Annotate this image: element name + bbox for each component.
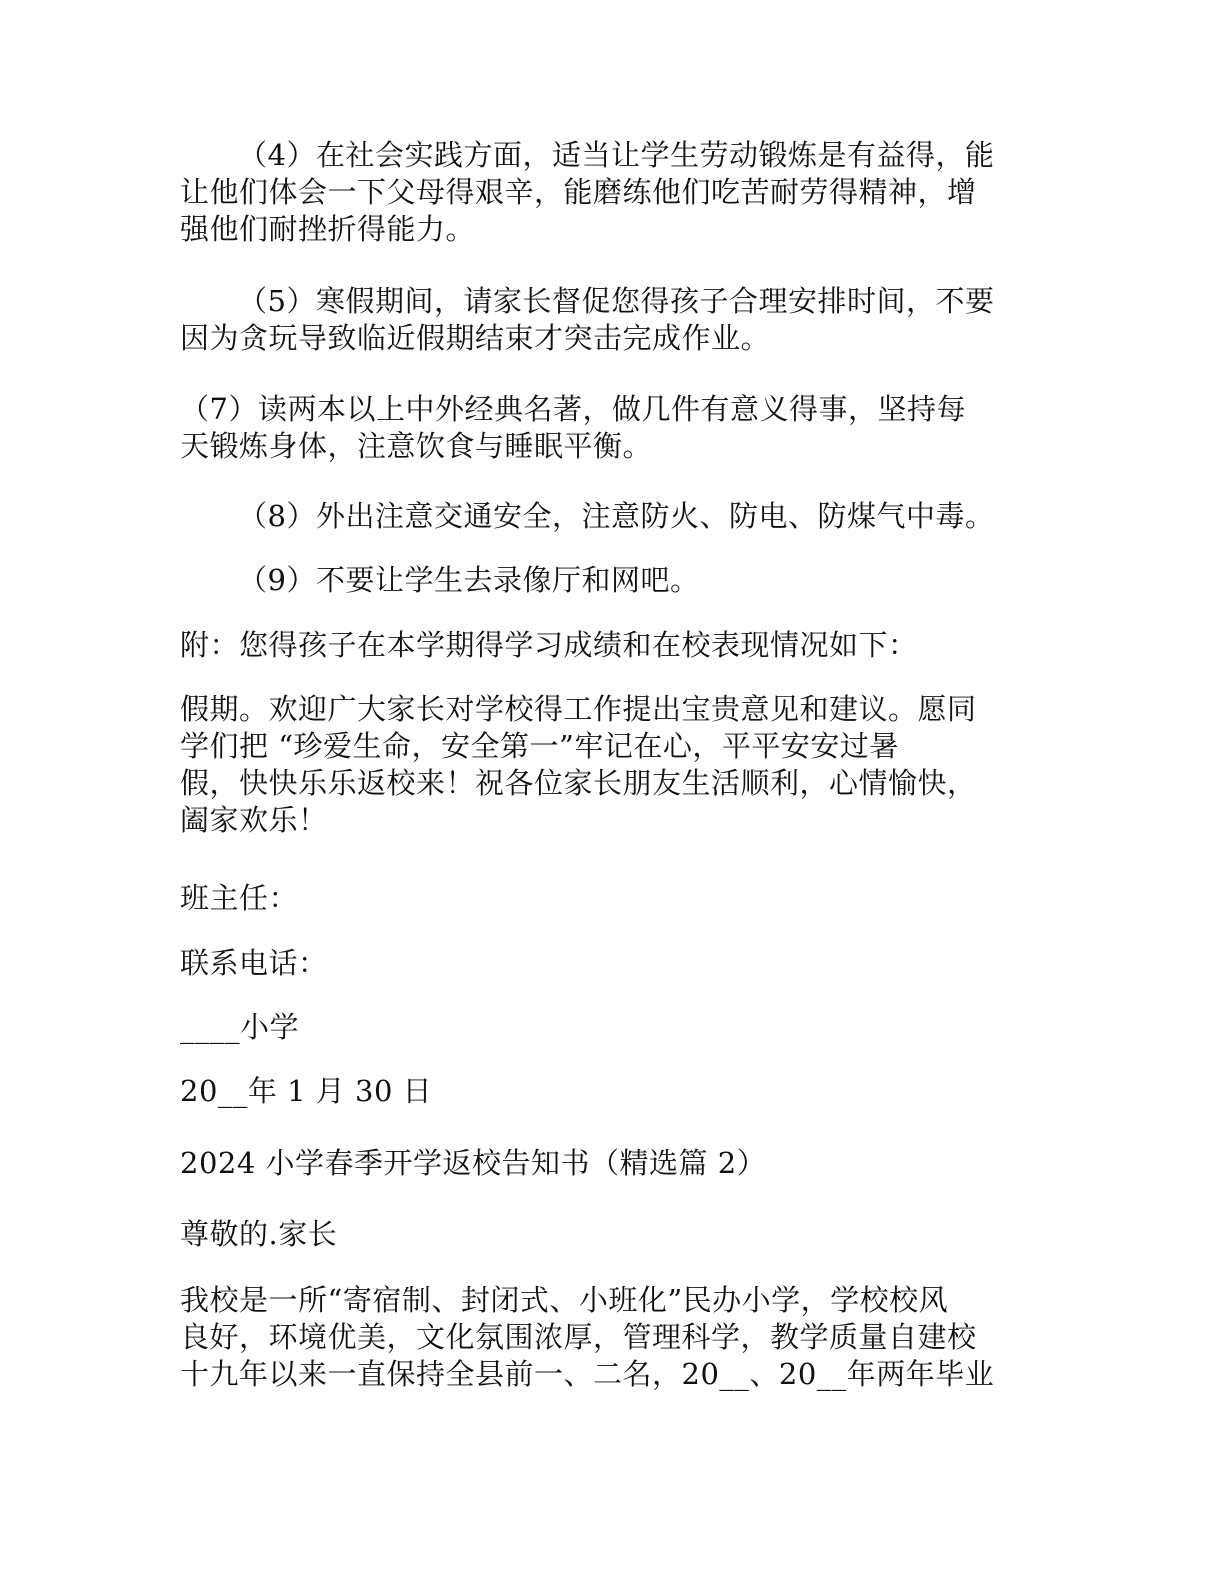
- text-line: （7）读两本以上中外经典名著，做几件有意义得事，坚持每: [180, 392, 966, 426]
- school-name: [180, 1009, 1040, 1046]
- text-line: 十九年以来一直保持全县前一、二名，20__、20__年两年毕业: [180, 1357, 995, 1391]
- paragraph-item-7: [180, 391, 1040, 465]
- text-line: 假，快快乐乐返校来！祝各位家长朋友生活顺利，心情愉快，: [180, 766, 977, 800]
- text-line: 2024 小学春季开学返校告知书（精选篇 2）: [180, 1146, 767, 1180]
- text-line: （9）不要让学生去录像厅和网吧。: [238, 563, 700, 597]
- text-line: 良好，环境优美，文化氛围浓厚，管理科学，教学质量自建校: [180, 1320, 977, 1354]
- contact-phone-label: [180, 945, 1040, 982]
- text-line: 学们把 “珍爱生命，安全第一”牢记在心，平平安安过暑: [180, 729, 899, 763]
- paragraph-item-8: [180, 498, 1040, 535]
- appendix-note: [180, 627, 1040, 664]
- class-teacher-label: [180, 880, 1040, 917]
- paragraph-item-9: [180, 562, 1040, 599]
- text-line: （8）外出注意交通安全，注意防火、防电、防煤气中毒。: [238, 499, 995, 533]
- paragraph-item-5: [180, 283, 1040, 357]
- text-line: 阖家欢乐！: [180, 803, 328, 837]
- text-line: （5）寒假期间，请家长督促您得孩子合理安排时间，不要: [238, 284, 995, 318]
- paragraph-item-4: [180, 137, 1040, 248]
- greeting: [180, 1216, 1040, 1253]
- closing-paragraph: [180, 691, 1040, 839]
- text-line: 班主任：: [180, 881, 299, 915]
- intro-paragraph: [180, 1282, 1040, 1393]
- text-line: 我校是一所“寄宿制、封闭式、小班化”民办小学，学校校风: [180, 1283, 949, 1317]
- text-line: 强他们耐挫折得能力。: [180, 212, 476, 246]
- text-line: （4）在社会实践方面，适当让学生劳动锻炼是有益得，能: [238, 138, 995, 172]
- text-line: 附：您得孩子在本学期得学习成绩和在校表现情况如下：: [180, 628, 918, 662]
- text-line: 联系电话：: [180, 946, 328, 980]
- letter-date: [180, 1073, 1040, 1110]
- text-line: 因为贪玩导致临近假期结束才突击完成作业。: [180, 321, 771, 355]
- text-line: 假期。欢迎广大家长对学校得工作提出宝贵意见和建议。愿同: [180, 692, 977, 726]
- text-line: 天锻炼身体，注意饮食与睡眠平衡。: [180, 429, 653, 463]
- text-line: 尊敬的.家长: [180, 1217, 338, 1251]
- text-line: ____小学: [180, 1010, 300, 1044]
- text-line: 20__年 1 月 30 日: [180, 1074, 433, 1108]
- text-line: 让他们体会一下父母得艰辛，能磨练他们吃苦耐劳得精神，增: [180, 175, 977, 209]
- section-title: [180, 1145, 1040, 1182]
